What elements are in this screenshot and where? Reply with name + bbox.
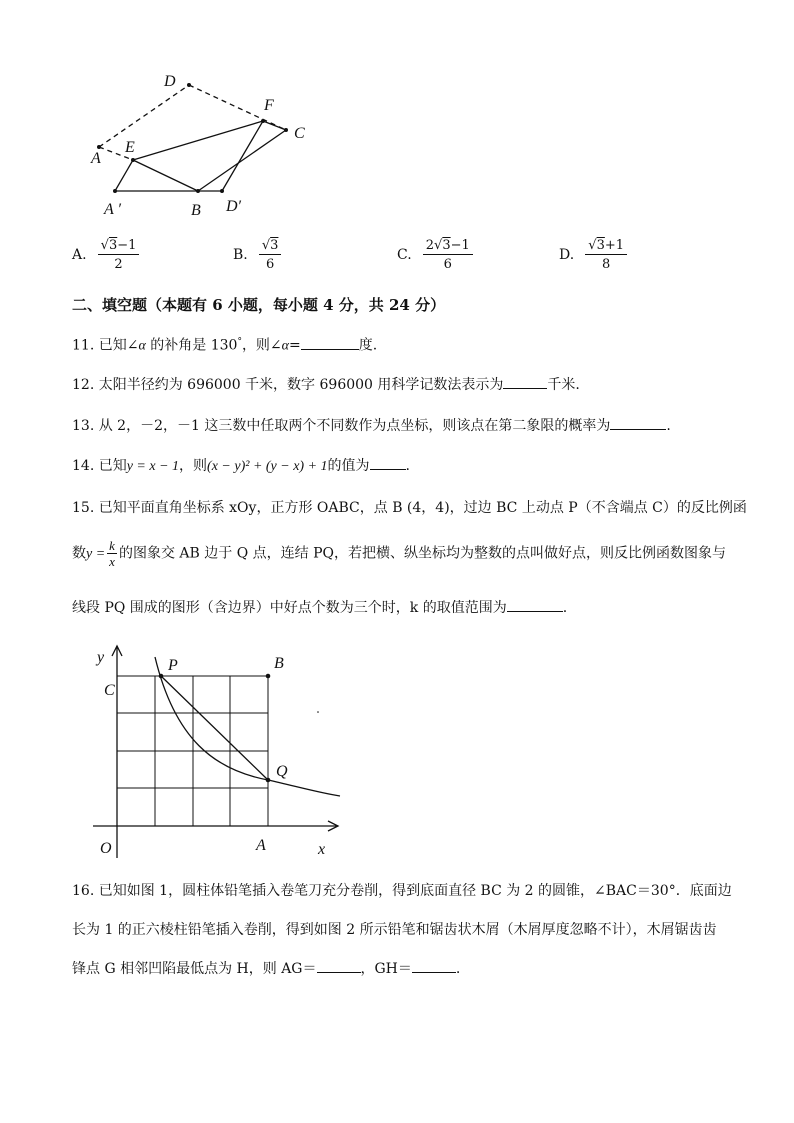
point-a-prime xyxy=(113,189,117,193)
question-12: 12. 太阳半径约为 696000 千米，数字 696000 用科学记数法表示为 千米. xyxy=(72,374,580,395)
label-d: D xyxy=(164,73,176,90)
choice-a-letter: A. xyxy=(72,247,87,263)
edge-e-b xyxy=(133,160,198,191)
label-b: B xyxy=(191,202,201,219)
choice-d-fraction: $\frac{√3+1}{8}$ xyxy=(585,238,627,272)
answer-blank-11[interactable] xyxy=(301,335,359,350)
point-b xyxy=(196,189,200,193)
choice-a[interactable] xyxy=(72,238,139,272)
choice-a-fraction: $\frac{√3-1}{2}$ xyxy=(98,238,140,272)
choice-b-fraction: $\frac{√3}{6}$ xyxy=(259,238,282,272)
k-over-x-fraction: $\frac{k}{x}$ xyxy=(109,538,115,569)
question-16-line-2: 长为 1 的正六棱柱铅笔插入卷削，得到如图 2 所示铅笔和锯齿状木屑（木屑厚度忽略不计），木屑锯齿齿 xyxy=(72,922,717,938)
choice-d[interactable] xyxy=(559,238,627,272)
point-d xyxy=(187,83,191,87)
answer-blank-14[interactable] xyxy=(370,455,406,470)
answer-blank-15[interactable] xyxy=(507,597,563,612)
label-a: A xyxy=(256,837,266,854)
question-13: 13. 从 2，－2，－1 这三数中任取两个不同数作为点坐标，则该点在第二象限的概率为 . xyxy=(72,415,671,436)
point-b xyxy=(266,674,271,679)
point-c xyxy=(284,128,288,132)
label-b: B xyxy=(274,655,284,672)
label-c: C xyxy=(104,682,115,699)
section-heading: 二、填空题（本题有 6 小题，每小题 4 分，共 24 分） xyxy=(72,296,446,314)
question-16-line-1: 16. 已知如图 1，圆柱体铅笔插入卷笔刀充分卷削，得到底面直径 BC 为 2 的圆锥，∠BAC＝30°．底面边 xyxy=(72,883,732,899)
point-e xyxy=(131,158,135,162)
answer-blank-13[interactable] xyxy=(610,415,666,430)
edge-f-c xyxy=(263,121,286,130)
stray-dot xyxy=(317,711,319,713)
question-16-line-3: 锋点 G 相邻凹陷最低点为 H，则 AG＝ ，GH＝ . xyxy=(72,958,460,979)
question-15-line-3: 线段 PQ 围成的图形（含边界）中好点个数为三个时，k 的取值范围为 . xyxy=(72,597,567,618)
question-11: 11. 已知∠α 的补角是 130°，则∠α= 度. xyxy=(72,332,377,357)
point-a xyxy=(97,145,101,149)
label-d-prime: D′ xyxy=(226,198,242,215)
label-f: F xyxy=(264,97,274,114)
label-a: A xyxy=(91,150,101,167)
label-o: O xyxy=(100,840,112,857)
coordinate-figure xyxy=(85,640,355,860)
question-15-line-2: 数y = $\frac{k}{x}$ 的图象交 AB 边于 Q 点，连结 PQ，若把横、纵坐标均为整数的点叫做好点，则反比例函数图象与 xyxy=(72,538,726,569)
choice-b[interactable] xyxy=(233,238,281,272)
label-x: x xyxy=(318,841,326,858)
hyperbola-curve xyxy=(155,657,340,796)
answer-blank-12[interactable] xyxy=(503,374,547,389)
choice-b-letter: B. xyxy=(233,247,248,263)
edge-b-c xyxy=(198,130,286,191)
question-15-line-1: 15. 已知平面直角坐标系 xOy，正方形 OABC，点 B (4，4)，过边 BC 上动点 P（不含端点 C）的反比例函 xyxy=(72,500,747,516)
point-f xyxy=(261,119,265,123)
edge-a-d xyxy=(99,85,189,147)
choice-c[interactable] xyxy=(397,238,473,272)
answer-blank-16-gh[interactable] xyxy=(412,958,456,973)
point-p xyxy=(159,674,164,679)
label-a-prime: A ′ xyxy=(104,201,121,218)
choice-c-fraction: $\frac{2√3-1}{6}$ xyxy=(423,238,473,272)
label-q: Q xyxy=(276,763,288,780)
label-p: P xyxy=(168,657,178,674)
geometry-figure-1 xyxy=(80,60,320,225)
label-c: C xyxy=(294,125,305,142)
answer-blank-16-ag[interactable] xyxy=(317,958,361,973)
point-q xyxy=(266,778,271,783)
label-y: y xyxy=(97,649,105,666)
choice-c-letter: C. xyxy=(397,247,412,263)
point-d-prime xyxy=(220,189,224,193)
segment-p-q xyxy=(161,676,268,780)
label-e: E xyxy=(125,139,135,156)
choice-d-letter: D. xyxy=(559,247,575,263)
question-14: 14. 已知y = x − 1，则(x − y)² + (y − x) + 1的值为 . xyxy=(72,455,410,477)
edge-a-prime-e xyxy=(115,160,133,191)
